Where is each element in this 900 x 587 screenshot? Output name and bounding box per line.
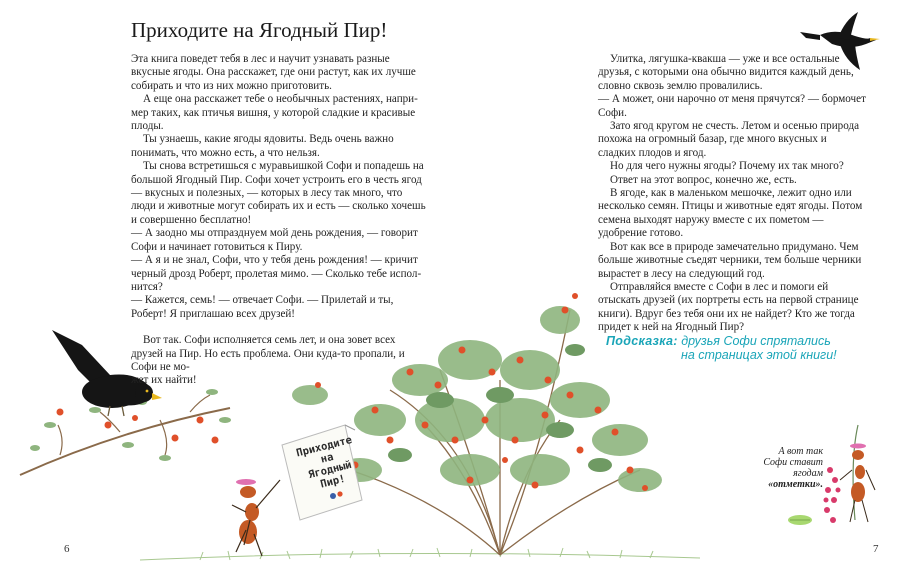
paragraph: Улитка, лягушка-квакша — уже и все остальные друзья, с которыми она обычно видится каждый день, словно сквозь землю провалились.	[598, 53, 854, 92]
caption-line	[748, 479, 823, 490]
paragraph: Но для чего нужны ягоды? Почему их так много?	[610, 160, 844, 173]
caption-line: Софи ставит	[763, 457, 823, 468]
caption-emphasis: «отметки».	[768, 479, 823, 490]
paragraph: Зато ягод кругом не счесть. Летом и осенью природа похожа на огромный базар, где много вкусных и сладких плодов и ягод.	[598, 120, 860, 159]
paragraph: Вот как все в природе замечательно придумано. Чем больше животные съедят черники, тем больше черники вырастет в лесу на следующий год.	[598, 240, 862, 280]
hint-callout	[606, 334, 846, 362]
paragraph: Ты узнаешь, какие ягоды ядовиты. Ведь очень важно понимать, что можно есть, а что нельзя.	[131, 133, 394, 159]
page-number-left: 6	[64, 543, 70, 555]
left-page-text	[131, 53, 427, 388]
hint-label: Подсказка:	[606, 334, 678, 348]
page-number-right: 7	[873, 543, 879, 555]
paragraph: Отправляйся вместе с Софи в лес и помоги ей отыскать друзей (их портреты есть на первой странице книги). Вдруг без тебя они их не найдет? Кто же тогда придет к ней на Ягодный Пир?	[598, 280, 859, 334]
sign-text: Приходите на Ягодный Пир!	[295, 434, 354, 491]
caption-line: ягодам	[793, 468, 823, 479]
hint-line-2: на страницах этой книги!	[681, 348, 837, 362]
ant-caption	[748, 446, 823, 490]
paragraph: — А может, они нарочно от меня прячутся? — бормочет Софи.	[598, 93, 866, 119]
paragraph: В ягоде, как в маленьком мешочке, лежит одно или несколько семян. Птицы и животные едят ягоды. Потом семена выходят наружу вместе с их пометом — удобрение готово.	[598, 187, 863, 240]
paragraph: — А заодно мы отпразднуем мой день рождения, — говорит Софи и начинает готовиться к Пиру.	[131, 227, 418, 253]
paragraph: А еще она расскажет тебе о необычных растениях, напри- мер таких, как птичья вишня, у которой сладкие и красивые плоды.	[131, 93, 418, 133]
caption-line: А вот так	[778, 446, 823, 457]
grass-icon	[140, 548, 700, 560]
ant-sofi-icon	[232, 479, 280, 556]
paragraph: — Кажется, семь! — отвечает Софи. — Прилетай и ты, Роберт! Я приглашаю всех друзей!	[131, 294, 394, 320]
paragraph: Ты снова встретишься с муравьишкой Софи и попадешь на большой Ягодный Пир. Софи хочет устроить его в честь ягод — вкусных и полезных, — которых в лесу так много, что люди и животные могут собирать их и есть — сколько хочешь и совершенно бесплатно!	[131, 160, 426, 226]
paragraph: Эта книга поведет тебя в лес и научит узнавать разные вкусные ягоды. Она расскажет, где они растут, как их лучше собирать и что из них можно приготовить.	[131, 53, 416, 92]
paragraph: Вот так. Софи исполняется семь лет, и она зовет всех друзей на Пир. Но есть проблема. Они куда-то пропали, и Софи не мо- жет их найти!	[131, 334, 405, 387]
hint-line-1: друзья Софи спрятались	[681, 334, 831, 348]
paragraph: — А я и не знал, Софи, что у тебя день рождения! — кричит черный дрозд Роберт, пролетая мимо. — Сколько тебе испол- нится?	[131, 254, 422, 293]
page-title: Приходите на Ягодный Пир!	[131, 18, 388, 42]
paragraph: Ответ на этот вопрос, конечно же, есть.	[610, 173, 797, 186]
right-page-text	[598, 53, 866, 335]
